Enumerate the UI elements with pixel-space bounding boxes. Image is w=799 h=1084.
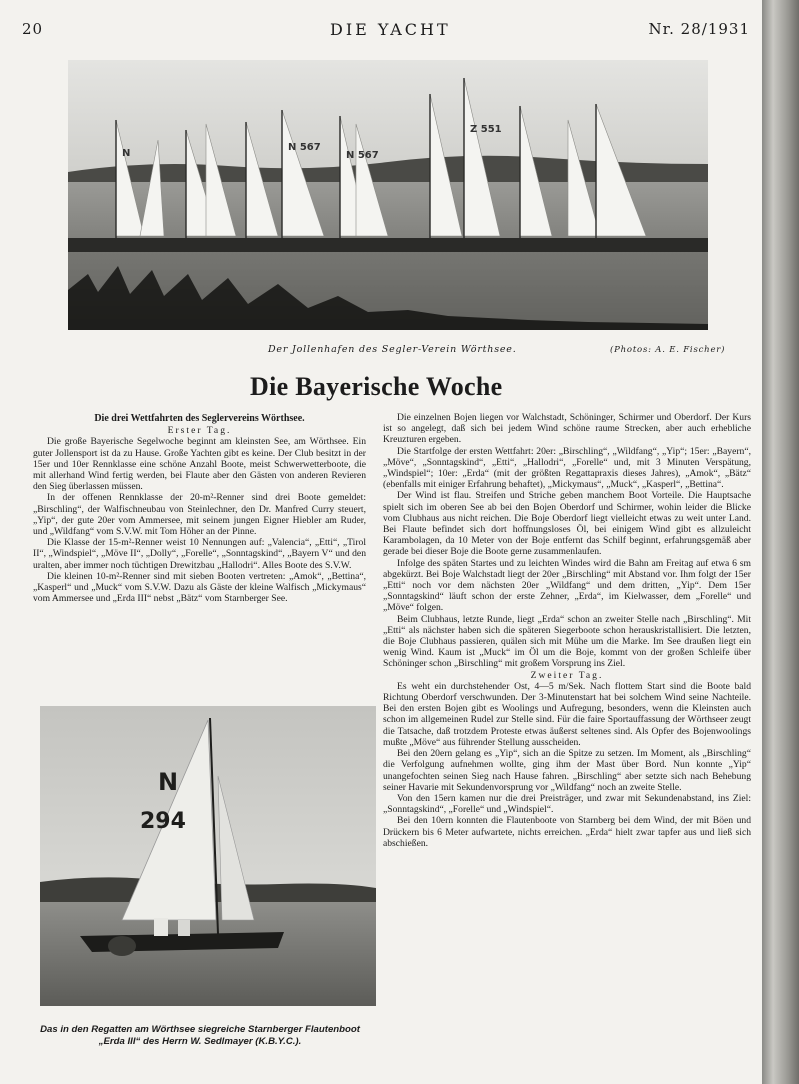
bottom-photo-sailboat — [40, 706, 376, 1006]
issue-number: Nr. 28/1931 — [648, 20, 750, 38]
right-paragraph: Beim Clubhaus, letzte Runde, liegt „Erda“ schon an zweiter Stelle nach „Birschling“. Mit „Etti“ als nächster haben sich die späteren Siegerboote schon herauskristallisiert. Die letzten, die Boje Clubhaus passieren, quälen sich mit Mühe um die Marke. Im See draußen liegt ein wenig Wind. Kaum ist „Muck“ im Öl um die Boje, kommt von der großen Schleife über Schöninger schon „Birschling“ mit großem Vorsprung ins Ziel. — [383, 613, 751, 670]
bottom-photo-caption: Das in den Regatten am Wörthsee siegreiche Starnberger Flautenboot „Erda III“ des Herrn W. Sedlmayer (K.B.Y.C.). — [40, 1024, 360, 1047]
sailboat-illustration — [40, 706, 376, 1006]
sail-number-2: N 567 — [288, 142, 321, 153]
right-paragraph: Die Startfolge der ersten Wettfahrt: 20er: „Birschling“, „Wildfang“, „Yip“; 15er: „Bayern“, „Möve“, „Sonntagskind“, „Etti“, „Hallodri“, „Forelle“ und, mit 3 Minuten Verspätung, „Windspiel“; 10er: „Erda“ (mit der größten Regattapraxis dieses Jahres), „Amok“, „Bätz“ (ebenfalls mit einiger Erfahrung behaftet), „Mickymaus“, „Muck“, „Kasperl“, „Bettina“. — [383, 445, 751, 491]
right-paragraph: Die einzelnen Bojen liegen vor Walchstadt, Schöninger, Schirmer und Oberdorf. Der Kurs ist so angelegt, daß sich bei jedem Wind schöne raume Strecken, aber auch erhebliche Kreuzturen ergeben. — [383, 412, 751, 446]
left-paragraph: Die kleinen 10-m²-Renner sind mit sieben Booten vertreten: „Amok“, „Bettina“, „Kasperl“ und „Muck“ vom S.V.W. Dazu als Gäste der kleine Walfisch „Mickymaus“ vom Ammersee und „Erda III“ nebst „Bätz“ vom Starnberger See. — [33, 570, 366, 605]
right-paragraph: Bei den 10ern konnten die Flautenboote von Starnberg bei dem Wind, der mit Böen und Drückern bis 6 Meter aufwartete, nichts erreichen. „Erda“ hielt zwar tapfer aus und ließ sich abschießen. — [383, 815, 751, 849]
photo-credit: (Photos: A. E. Fischer) — [610, 345, 726, 355]
right-paragraph: Infolge des späten Startes und zu leichten Windes wird die Bahn am Freitag auf etwa 6 sm abgekürzt. Bei Boje Walchstadt liegt der 20er „Birschling“ mit Abstand vor. Ihm folgt der 15er „Etti“ noch vor dem nächsten 20er „Wildfang“ und dem dritten, „Yip“. Dem 15er „Sonntagskind“ läuft schon der erste Zehner, „Erda“, im Kielwasser, dem „Forelle“ und „Möve“ folgen. — [383, 557, 751, 614]
article-title: Die Bayerische Woche — [250, 372, 503, 401]
day-two-heading: Zweiter Tag. — [530, 669, 604, 681]
sail-number: 294 — [140, 809, 186, 834]
right-paragraph: Es weht ein durchstehender Ost, 4—5 m/Sek. Nach flottem Start sind die Boote bald Richtung Oberdorf verschwunden. Der 3-Minutenstart hat bei solchem Wind seine Nachteile. Bei den ersten Bojen gibt es Woolings und Aufregung, besonders, wenn die Kleinsten auch schon im allgemeinen Rudel zur Stelle sind. Für die faire Sportauffassung der Wörthseer zeugt die Tatsache, daß trotzdem Proteste etwas äußerst seltenes sind. Als Opfer des Bojenwoolings mußte „Möve“ aus führender Stellung ausscheiden. — [383, 680, 751, 748]
sail-number-4: Z 551 — [470, 124, 502, 135]
page-binding-edge — [762, 0, 799, 1084]
page-number: 20 — [22, 20, 44, 38]
right-column — [383, 412, 751, 849]
left-paragraph: In der offenen Rennklasse der 20-m²-Renner sind drei Boote gemeldet: „Birschling“, der Walfischneubau von Steinlechner, den Dr. Manfred Curry steuert, „Yip“, der gute 20er vom Ammersee, mit seinem jungen Eigner Hiebler am Ruder, und „Wildfang“ vom S.V.W. mit Tom Höher an der Pinne. — [33, 492, 366, 538]
sail-letter: N — [158, 768, 179, 796]
harbor-illustration — [68, 60, 708, 330]
left-paragraph: Die Klasse der 15-m²-Renner weist 10 Nennungen auf: „Valencia“, „Etti“, „Tirol II“, „Windspiel“, „Möve II“, „Dolly“, „Forelle“, „Sonntagskind“, „Bayern V“ und den uralten, aber immer noch tüchtigen Drewitzbau „Hallodri“. Alles Boote des S.V.W. — [33, 537, 366, 571]
sail-number-3: N 567 — [346, 150, 379, 161]
right-paragraph: Von den 15ern kamen nur die drei Preisträger, und zwar mit Sekundenabstand, ins Ziel: „Sonntagskind“, „Forelle“ und „Windspiel“. — [383, 792, 751, 816]
right-paragraph: Bei den 20ern gelang es „Yip“, sich an die Spitze zu setzen. Im Moment, als „Birschling“ die Verfolgung aufnehmen wollte, ging ihm der Mast über Bord. Nun konnte „Yip“ unangefochten seinen Sieg nach Hause fahren. „Birschling“ aber setzte sich nach Behebung seiner Havarie mit Sekundenvorsprung vor „Wildfang“ noch an zweite Stelle. — [383, 748, 751, 793]
sail-number-1: N — [122, 148, 131, 159]
magazine-name: DIE YACHT — [330, 20, 451, 39]
right-paragraph: Der Wind ist flau. Streifen und Striche geben manchem Boot Vorteile. Die Hauptsache spielt sich im oberen See ab bei den Bojen Oberdorf und Schirmer, wohin leider die Blicke vom Clubhaus aus nicht reichen. Die Boje Oberdorf liegt vielleicht etwas zu weit unter Land. Bei Flaute befindet sich dort hoffnungsloses Öl, bei einigem Wind gibt es allzuleicht Karambolagen, da 10 Meter von der Boje entfernt das Schilf beginnt, erfahrungsgemäß aber gerade bei dieser Boje die Boote gerne zusammenlaufen. — [383, 490, 751, 558]
top-photo-caption: Der Jollenhafen des Segler-Verein Wörthsee. — [268, 344, 517, 355]
left-column — [33, 413, 366, 604]
article-subtitle: Die drei Wettfahrten des Seglervereins Wörthsee. — [94, 413, 305, 424]
day-one-heading: Erster Tag. — [167, 425, 232, 437]
top-photo-harbor — [68, 60, 708, 330]
left-paragraph: Die große Bayerische Segelwoche beginnt am kleinsten See, am Wörthsee. Ein guter Jollensport ist da zu Hause. Große Yachten gibt es keine. Der Club besitzt in der 15er und 10er Rennklasse eine schöne Anzahl Boote, meist Schwerwetterboote, die mit allerhand Wind fertig werden, bei Flaute aber den Gästen von anderen Revieren den Sieg überlassen müssen. — [33, 436, 366, 493]
